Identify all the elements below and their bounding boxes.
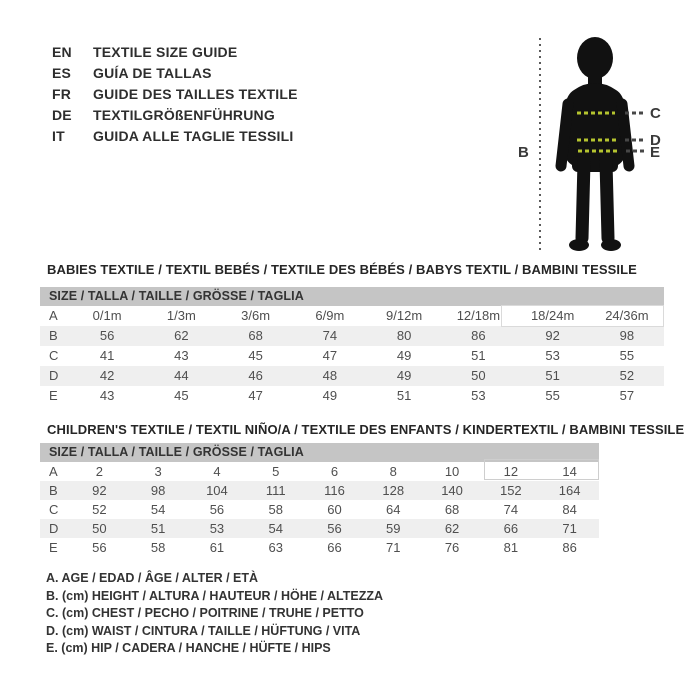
table-cell: 8 [389,464,397,479]
table-cell: 56 [209,502,225,517]
legend-line-hip: E. (cm) HIP / CADERA / HANCHE / HÜFTE / HIPS [46,641,331,655]
table-row [40,519,599,538]
table-cell: 66 [327,540,342,555]
table-cell: 50 [92,521,107,536]
legend-line-chest: C. (cm) CHEST / PECHO / POITRINE / TRUHE / PETTO [46,606,364,620]
table-cell: 48 [322,368,338,383]
table-cell: 45 [248,348,263,363]
table-cell: 59 [386,521,401,536]
table-cell: 53 [209,521,225,536]
table-cell: 14 [562,464,577,479]
lang-title: GUÍA DE TALLAS [93,65,212,81]
table-cell: 56 [99,328,115,343]
lang-row-es [52,63,298,84]
table-cell: 56 [327,521,342,536]
table-cell: 4 [213,464,221,479]
table-cell: 6 [330,464,339,479]
table-cell: 53 [545,348,560,363]
table-cell: 2 [95,464,103,479]
table-cell: 41 [99,348,115,363]
table-cell: 9/12m [386,308,423,323]
table-cell: 54 [150,502,166,517]
table-cell: 56 [92,540,107,555]
table-cell: 55 [545,388,560,403]
row-label: B [49,328,58,343]
table-row [40,326,664,346]
table-cell: 3 [154,464,162,479]
children-section-title: CHILDREN'S TEXTILE / TEXTIL NIÑO/A / TEXTILE DES ENFANTS / KINDERTEXTIL / BAMBINI TESSILE [47,422,685,437]
table-cell: 116 [324,483,345,498]
table-cell: 12 [503,464,519,479]
table-cell: 47 [248,388,263,403]
table-row [40,538,599,557]
table-cell: 51 [545,368,560,383]
row-label: E [49,388,58,403]
row-label: D [49,521,59,536]
table-cell: 66 [503,521,519,536]
child-silhouette-figure [508,20,668,258]
table-cell: 60 [327,502,342,517]
row-label: C [49,502,59,517]
waist-label: D [650,132,661,149]
children-size-header: SIZE / TALLA / TAILLE / GRÖSSE / TAGLIA [40,443,599,462]
row-label: E [49,540,58,555]
table-cell: 49 [396,368,412,383]
table-cell: 45 [174,388,189,403]
table-cell: 43 [174,348,189,363]
row-label: C [49,348,59,363]
table-cell: 98 [619,328,635,343]
table-cell: 111 [265,483,286,498]
lang-row-fr [52,84,298,105]
table-cell: 68 [248,328,263,343]
table-cell: 128 [382,483,405,498]
table-cell: 3/6m [241,308,271,323]
row-label: A [49,308,58,323]
table-cell: 54 [268,521,283,536]
table-cell: 6/9m [315,308,345,323]
children-size-table [40,443,599,557]
table-cell: 74 [503,502,519,517]
table-cell: 51 [150,521,166,536]
table-cell: 68 [444,502,460,517]
table-cell: 63 [268,540,283,555]
table-cell: 52 [619,368,635,383]
table-cell: 61 [209,540,225,555]
table-cell: 84 [562,502,577,517]
table-row [40,386,664,406]
table-cell: 49 [322,388,338,403]
table-row [40,306,664,326]
row-label: B [49,483,58,498]
table-cell: 62 [444,521,460,536]
legend-line-height: B. (cm) HEIGHT / ALTURA / HAUTEUR / HÖHE / ALTEZZA [46,588,384,603]
table-cell: 80 [396,328,412,343]
hip-label: E [650,144,661,161]
table-cell: 44 [174,368,189,383]
table-row [40,500,599,519]
table-cell: 51 [396,388,412,403]
table-cell: 50 [471,368,486,383]
child-silhouette [561,37,629,251]
table-cell: 71 [562,521,577,536]
lang-code: IT [52,128,65,144]
table-cell: 51 [471,348,486,363]
height-label: B [518,144,529,161]
table-cell: 5 [272,464,280,479]
table-cell: 18/24m [530,308,575,323]
table-cell: 12/18m [456,308,501,323]
table-cell: 58 [268,502,283,517]
table-cell: 152 [499,483,522,498]
table-cell: 10 [444,464,460,479]
measurement-legend [46,570,383,658]
lang-row-en [52,42,298,63]
legend-line-age: A. AGE / EDAD / ÂGE / ALTER / ETÀ [46,571,259,585]
table-cell: 43 [99,388,115,403]
table-cell: 49 [396,348,412,363]
lang-row-de [52,105,298,126]
lang-title: TEXTILE SIZE GUIDE [93,44,238,60]
lang-title: GUIDE DES TAILLES TEXTILE [93,86,298,102]
table-cell: 98 [150,483,166,498]
table-cell: 55 [619,348,635,363]
language-title-list [52,42,298,147]
table-cell: 46 [248,368,263,383]
table-cell: 1/3m [166,308,196,323]
table-row [40,462,599,481]
table-cell: 104 [206,483,228,498]
table-cell: 86 [471,328,486,343]
row-label: D [49,368,59,383]
lang-code: ES [52,65,72,81]
table-row [40,366,664,386]
lang-title: GUIDA ALLE TAGLIE TESSILI [93,128,294,144]
table-cell: 58 [150,540,166,555]
table-cell: 52 [92,502,107,517]
table-cell: 53 [471,388,486,403]
lang-code: FR [52,86,72,102]
legend-line-waist: D. (cm) WAIST / CINTURA / TAILLE / HÜFTUNG / VITA [46,623,361,638]
babies-size-table [40,287,664,406]
table-cell: 42 [99,368,115,383]
table-cell: 164 [558,483,581,498]
table-cell: 81 [503,540,519,555]
table-cell: 64 [386,502,401,517]
table-cell: 47 [322,348,338,363]
table-cell: 140 [441,483,463,498]
lang-code: DE [52,107,72,123]
table-cell: 74 [322,328,338,343]
table-cell: 57 [619,388,635,403]
table-row [40,346,664,366]
chest-label: C [650,105,661,122]
lang-code: EN [52,44,72,60]
table-row [40,481,599,500]
table-cell: 0/1m [92,308,122,323]
table-cell: 71 [386,540,401,555]
table-cell: 24/36m [605,308,649,323]
table-cell: 76 [444,540,460,555]
babies-size-header: SIZE / TALLA / TAILLE / GRÖSSE / TAGLIA [40,287,664,306]
table-cell: 92 [545,328,560,343]
lang-title: TEXTILGRÖßENFÜHRUNG [93,107,275,123]
table-cell: 92 [92,483,107,498]
table-cell: 86 [562,540,577,555]
babies-section-title: BABIES TEXTILE / TEXTIL BEBÉS / TEXTILE DES BÉBÉS / BABYS TEXTIL / BAMBINI TESSILE [47,262,637,277]
row-label: A [49,464,58,479]
table-cell: 62 [174,328,189,343]
lang-row-it [52,126,298,147]
